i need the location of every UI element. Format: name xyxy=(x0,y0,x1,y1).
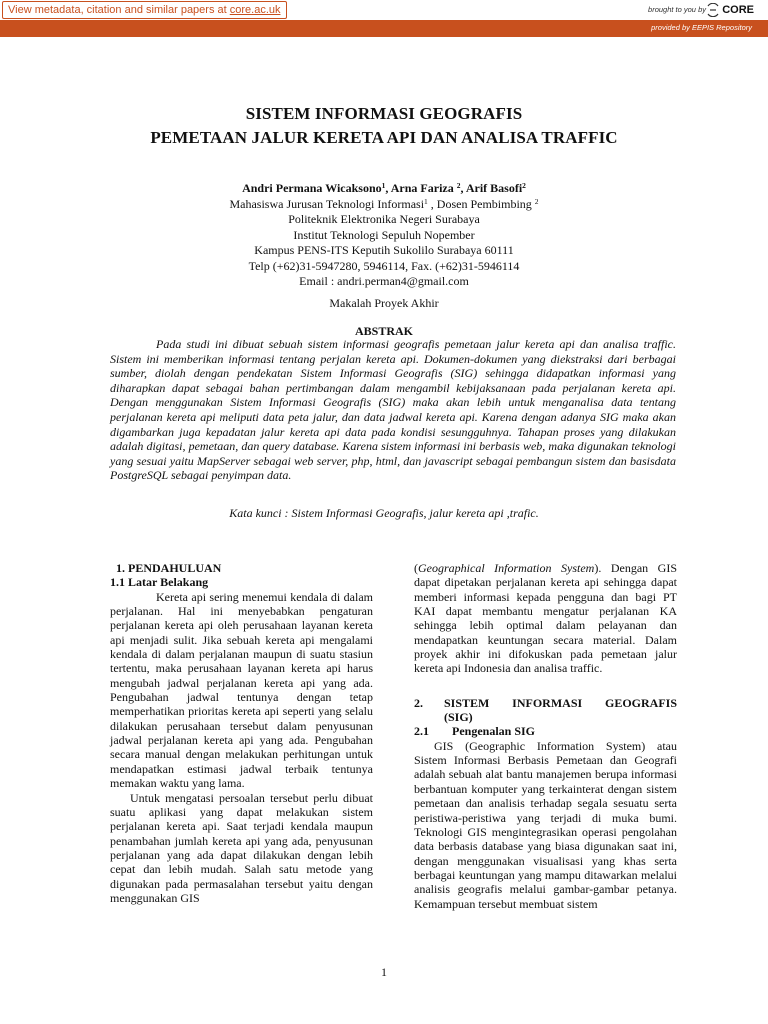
paper-type: Makalah Proyek Akhir xyxy=(329,296,439,310)
keywords: Kata kunci : Sistem Informasi Geografis, jalur kereta api ,trafic. xyxy=(229,506,539,520)
metadata-text: View metadata, citation and similar papers at xyxy=(8,4,230,16)
core-banner xyxy=(0,0,768,37)
author-names xyxy=(84,181,684,197)
email: Email : andri.perman4@gmail.com xyxy=(299,274,469,288)
provided-by-text[interactable]: provided by EEPIS Repository xyxy=(651,23,752,32)
page-number: 1 xyxy=(381,965,387,979)
section-1-heading: 1. PENDAHULUAN xyxy=(116,561,222,575)
authors-block xyxy=(84,181,684,290)
abstract-body: Pada studi ini dibuat sebuah sistem informasi geografis pemetaan jalur kereta api dan analisa traffic. Sistem ini memberikan informasi tentang perjalan kereta api. Dokumen-dokumen yang diekstraksi dari berbagai sumber, diolah dengan pendekatan Sistem Informasi Geografis (SIG) sehingga didapatkan informasi yang diharapkan dapat sebagai bahan pertimbangan dalam mengambil kebijaksanaan pada perjalanan kereta api. Dengan menggunakan Sistem Informasi Geografis (SIG) maka akan lebih untuk menganalisa data tentang perjalanan kereta api meliputi data peta jalur, dan data jadwal kereta api. Karena dengan adanya SIG maka akan digambarkan juga kepadatan jalur kereta api data pada kondisi sesungguhnya. Tahapan proses yang dilakukan adalah digitasi, pemetaan, dan query database. Karena sistem informasi ini berbasis web, maka digunakan teknologi yang sesuai yaitu MapServer sebagai web server, php, html, dan javascript sebagai pembangun sistem dan basisdata PostgreSQL sebagai penyimpan data. xyxy=(110,337,676,483)
subsection-2-1-number: 2.1 xyxy=(414,724,429,739)
institution-2: Institut Teknologi Sepuluh Nopember xyxy=(293,227,475,242)
subsection-2-1-title: Pengenalan SIG xyxy=(452,724,536,739)
section-2-title: SISTEM INFORMASI GEOGRAFIS xyxy=(444,695,677,710)
core-ac-uk-link[interactable]: core.ac.uk xyxy=(229,4,281,16)
brought-to-you-text: brought to you by xyxy=(648,5,706,14)
author-3: , Arif Basofi xyxy=(460,181,523,195)
phone: Telp (+62)31-5947280, 5946114, Fax. (+62)31-5946114 xyxy=(248,258,520,273)
paragraph-1: Kereta api sering menemui kendala di dalam perjalanan. Hal ini menyebabkan pengaturan perjalanan kereta api oleh perusahaan layanan kereta api menjadi sulit. Jika sebuah kereta api mengalami kendala di dalam perjalanan maupun di suatu stasiun tertentu, maka perusahaan layanan kereta api harus mengubah jadwal perjalanan kereta api yang ada. Pengubahan jadwal tentunya dengan tetap memperhatikan prioritas kereta api seperti yang selalu dilakukan perusahaan tersebut dalam penyusunan jadwal perjalanan kereta api yang ada. Pengubahan secara manual dengan melakukan perhitungan untuk mendapatkan estimasi jadwal terbaik tentunya memakan waktu yang lama. xyxy=(110,589,373,791)
paragraph-2: Untuk mengatasi persoalan tersebut perlu dibuat suatu aplikasi yang dapat melakukan sistem perjalanan kereta api. Saat terjadi kendala maupun penambahan jumlah kereta api yang ada, penyusunan perjalanan yang ada dapat dilakukan dengan lebih cepat dan lebih mudah. Salah satu metode yang digunakan pada permasalahan tersebut yaitu dengan menggunakan GIS xyxy=(110,790,373,905)
paren-open: ( xyxy=(414,561,418,575)
core-logo-icon xyxy=(706,3,720,17)
section-2-heading xyxy=(414,696,677,710)
affiliation-line xyxy=(84,197,684,213)
core-logo[interactable] xyxy=(706,2,754,18)
address: Kampus PENS-ITS Keputih Sukolilo Surabaya 60111 xyxy=(254,243,514,257)
subsection-1-1-heading: 1.1 Latar Belakang xyxy=(110,575,209,590)
affiliation-part-b: , Dosen Pembimbing xyxy=(427,196,535,211)
spacer xyxy=(414,676,677,690)
author-1-sup: 1 xyxy=(381,181,386,190)
affiliation-part-a: Mahasiswa Jurusan Teknologi Informasi xyxy=(229,196,425,211)
author-3-sup: 2 xyxy=(522,181,526,190)
section-2-title-cont: (SIG) xyxy=(444,710,473,725)
institution-1: Politeknik Elektronika Negeri Surabaya xyxy=(288,212,480,226)
gis-term: Geographical Information System xyxy=(418,561,595,575)
paragraph-continuation-text: ). Dengan GIS dapat dipetakan perjalanan kereta api sehingga dapat memberi informasi kepada pengguna dan bagi PT KAI dapat membantu mengatur perjalanan KA sehingga lebih optimal dalam pelayanan dan mendapatkan keuntungan secara material. Dalam proyek akhir ini difokuskan pada pemetaan jalur kereta api Indonesia dan analisa traffic. xyxy=(414,561,677,676)
metadata-link-box[interactable] xyxy=(2,1,287,19)
affiliation-sup-2: 2 xyxy=(534,196,539,206)
paragraph-3: GIS (Geographic Information System) atau Sistem Informasi Berbasis Pemetaan dan Geografi adalah sebuah alat bantu manajemen berupa informasi berbantuan komputer yang terkainterat dengan sistem pemetaan dan analisis terhadap segala sesuatu serta peristiwa-peristiwa yang terjadi di muka bumi. Teknologi GIS mengintegrasikan operasi pengolahan data berbasis database yang biasa digunakan saat ini, dengan menggunakan visualisasi yang khas serta berbagai keuntungan yang mampu ditawarkan melalui analisis geografis melalui gambar-gambar petanya. Kemampuan tersebut membuat sistem xyxy=(414,738,677,911)
subsection-2-1-heading xyxy=(414,724,677,738)
section-2-number: 2. xyxy=(414,695,423,710)
author-2-sup: 2 xyxy=(456,181,461,190)
left-column xyxy=(110,561,373,905)
paper-title-line-2: PEMETAAN JALUR KERETA API DAN ANALISA TRAFFIC xyxy=(150,128,618,147)
abstract-heading: ABSTRAK xyxy=(354,324,413,338)
right-column xyxy=(414,561,677,911)
affiliation-sup-1: 1 xyxy=(424,196,428,206)
author-2: , Arna Fariza xyxy=(385,181,457,195)
paper-title-line-1: SISTEM INFORMASI GEOGRAFIS xyxy=(245,104,523,123)
core-logo-label: CORE xyxy=(722,4,754,16)
paragraph-continuation xyxy=(414,561,677,676)
author-1: Andri Permana Wicaksono xyxy=(242,181,382,195)
